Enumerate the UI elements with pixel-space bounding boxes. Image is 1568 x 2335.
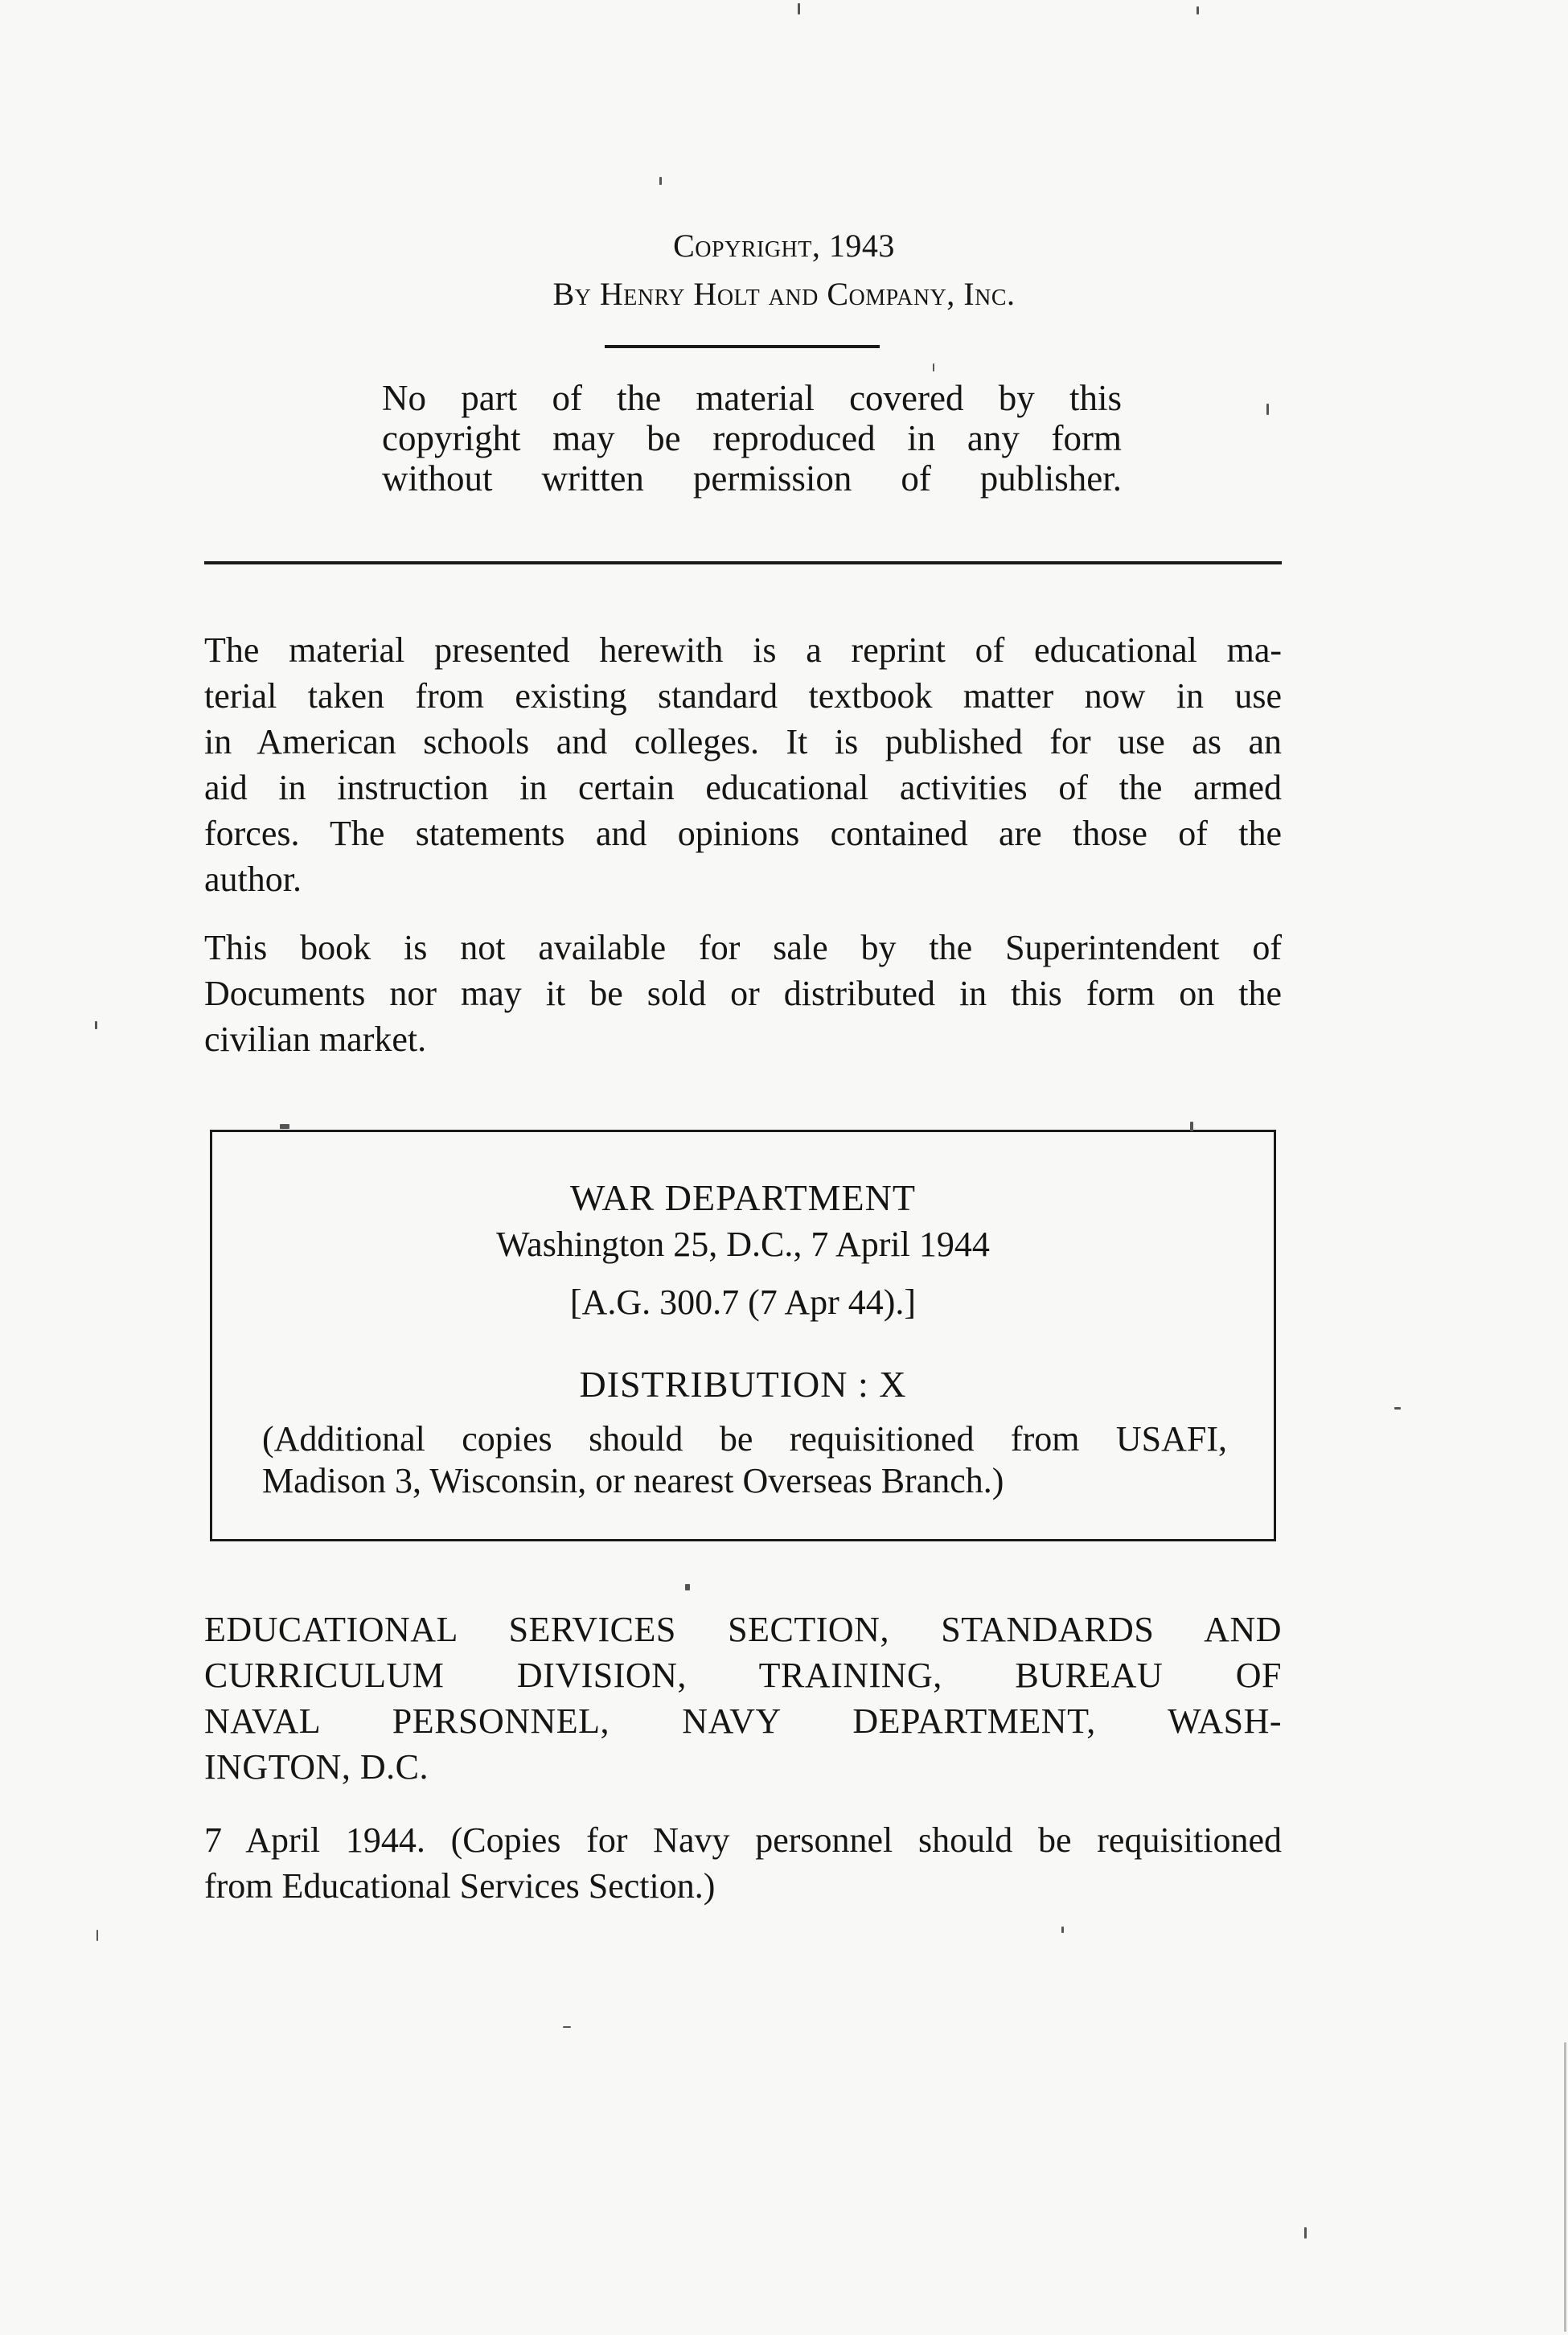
note-line: Madison 3, Wisconsin, or nearest Overseas Branch.)	[262, 1461, 1004, 1500]
war-department-box	[210, 1130, 1276, 1541]
copyright-block	[0, 222, 1568, 318]
educational-services-line: NAVAL PERSONNEL, NAVY DEPARTMENT, WASH-	[204, 1701, 1282, 1741]
sale-restriction-statement	[204, 925, 1282, 1062]
navy-requisition-note	[204, 1817, 1282, 1909]
copyright-year: Copyright, 1943	[673, 228, 895, 264]
publisher-name: By Henry Holt and Company, Inc.	[552, 276, 1016, 312]
dust-speck	[1190, 1122, 1193, 1131]
dust-speck	[1564, 2042, 1566, 2332]
dust-speck	[1304, 2227, 1307, 2239]
notice-line: without written permission of publisher.	[382, 458, 1122, 499]
note-line: 7 April 1944. (Copies for Navy personnel should be requisitioned	[204, 1820, 1282, 1860]
reproduction-notice	[382, 378, 1122, 499]
dust-speck	[1394, 1407, 1401, 1410]
dust-speck	[1061, 1927, 1064, 1933]
dust-speck	[685, 1584, 690, 1590]
location-date: Washington 25, D.C., 7 April 1944	[496, 1225, 990, 1264]
paragraph-line: Documents nor may it be sold or distributed in this form on the	[204, 974, 1282, 1013]
dust-speck	[96, 1930, 98, 1941]
note-line: from Educational Services Section.)	[204, 1866, 716, 1906]
dust-speck	[95, 1021, 97, 1029]
dust-speck	[659, 177, 662, 185]
note-line: (Additional copies should be requisitioned from USAFI,	[262, 1419, 1227, 1459]
dust-speck	[1266, 404, 1269, 415]
additional-copies-note	[262, 1418, 1227, 1502]
ag-reference: [A.G. 300.7 (7 Apr 44).]	[569, 1282, 917, 1322]
paragraph-line: aid in instruction in certain educational activities of the armed	[204, 768, 1282, 807]
paragraph-line: forces. The statements and opinions contained are those of the	[204, 814, 1282, 853]
paragraph-line: The material presented herewith is a reprint of educational ma-	[204, 630, 1282, 670]
dust-speck	[280, 1124, 289, 1129]
long-divider	[204, 561, 1282, 564]
dust-speck	[933, 363, 934, 371]
paragraph-line: in American schools and colleges. It is published for use as an	[204, 722, 1282, 761]
short-divider	[605, 345, 880, 348]
paragraph-line: terial taken from existing standard textbook matter now in use	[204, 676, 1282, 716]
notice-line: copyright may be reproduced in any form	[382, 418, 1122, 458]
distribution-label: DISTRIBUTION : X	[579, 1364, 907, 1405]
educational-services-line: INGTON, D.C.	[204, 1747, 429, 1787]
dust-speck	[798, 3, 800, 14]
reprint-statement	[204, 627, 1282, 902]
paragraph-line: author.	[204, 860, 302, 899]
paragraph-line: This book is not available for sale by the Superintendent of	[204, 928, 1282, 967]
educational-services-block	[204, 1607, 1282, 1790]
paragraph-line: civilian market.	[204, 1020, 427, 1059]
war-department-title: WAR DEPARTMENT	[570, 1177, 916, 1218]
educational-services-line: CURRICULUM DIVISION, TRAINING, BUREAU OF	[204, 1656, 1282, 1695]
dust-speck	[1197, 6, 1199, 14]
notice-line: No part of the material covered by this	[382, 378, 1122, 418]
dust-speck	[563, 2026, 571, 2028]
educational-services-line: EDUCATIONAL SERVICES SECTION, STANDARDS AND	[204, 1610, 1282, 1649]
